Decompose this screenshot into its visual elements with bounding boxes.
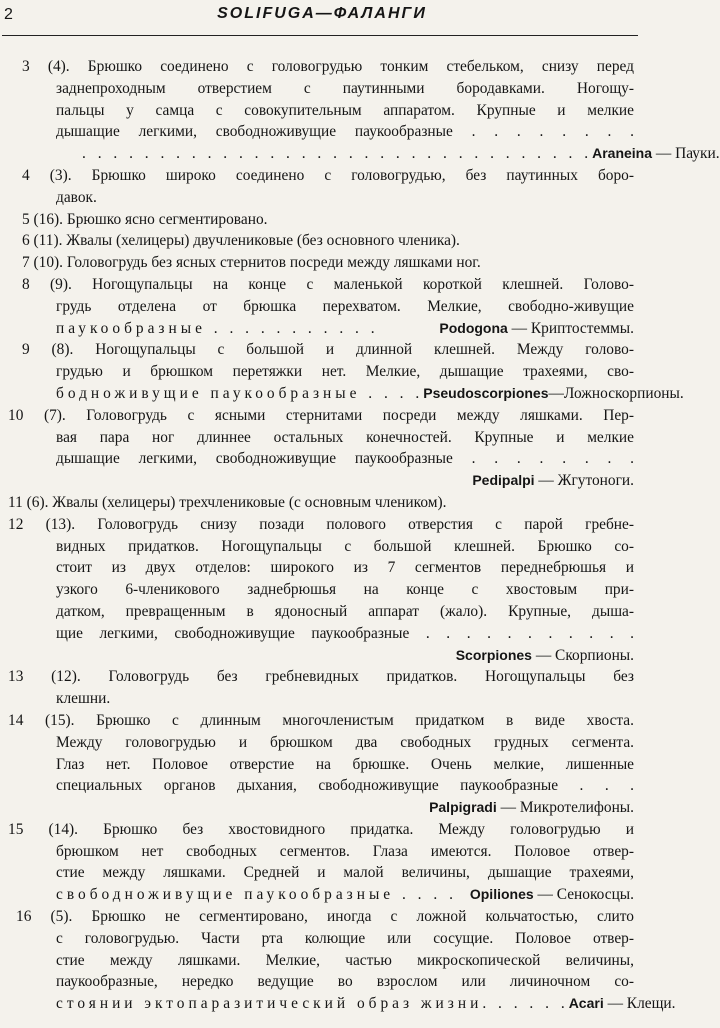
entry-line: пальцы у самца с совокупительным аппаратом. Крупные и мелкие [56, 101, 634, 119]
entry-line: 7 (10). Головогрудь без ясных стернитов посреди между ляшками ног. [22, 254, 481, 272]
entry-line: специальных органов дыхания, свободноживущие паукообразные . . . [56, 777, 634, 795]
taxon-name: Araneina [592, 145, 653, 162]
entry-text-with-dots: свободноживущие паукообразные . . . . [56, 886, 457, 904]
key-entry-7 [0, 252, 644, 274]
entry-text-with-dots: бодноживущие паукообразные . . . . [56, 384, 424, 402]
key-entry-12 [0, 514, 644, 667]
entry-result-line [8, 645, 634, 667]
entry-line: паукообразные, нередко ведущие во взрослом или личиночном со- [56, 973, 634, 991]
common-name: — Микротелифоны. [496, 799, 634, 817]
entry-result-line [8, 884, 634, 906]
common-name: — Скорпионы. [531, 646, 634, 664]
key-entry-14 [0, 710, 644, 819]
key-entry-4 [0, 165, 644, 209]
entry-line: 10 (7). Головогрудь с ясными стернитами посреди между ляшками. Пер- [8, 406, 634, 424]
entry-line: дышащие легкими, свободноживущие паукообразные . . . . . . . . [56, 450, 634, 468]
entry-text-with-dots: паукообразные . . . . . . . . . . . [56, 319, 379, 337]
key-entry-10 [0, 405, 644, 492]
entry-line: Между головогрудью и брюшком два свободных грудных сегмента. [56, 733, 634, 751]
entry-line: стие между ляшками. Мелкие, частью микроскопической величины, [56, 951, 634, 969]
taxon-name: Pseudoscorpiones [423, 384, 549, 401]
entry-result-line [22, 143, 720, 165]
key-entry-13 [0, 666, 644, 710]
common-name: —Ложноскорпионы. [548, 384, 684, 402]
entry-line: стие между ляшками. Средней и малой величины, дышащие трахеями, [56, 864, 634, 882]
key-entry-8 [0, 274, 644, 339]
key-entry-16 [0, 906, 676, 1015]
taxon-name: Podogona [439, 319, 508, 336]
taxon-name: Pedipalpi [472, 472, 535, 489]
entry-line: 3 (4). Брюшко соединено с головогрудью тонким стебельком, снизу перед [22, 58, 634, 75]
entry-line: 11 (6). Жвалы (хелицеры) трехчлениковые (с основным члеником). [8, 493, 447, 511]
entry-line: 15 (14). Брюшко без хвостовидного придатка. Между головогрудью и [8, 820, 634, 838]
taxon-name: Palpigradi [429, 799, 497, 816]
key-entry-9 [0, 339, 684, 404]
entry-line: дышащие легкими, свободноживущие паукообразные . . . . . . . . [56, 123, 634, 141]
entry-line: 16 (5). Брюшко не сегментировано, иногда с ложной кольчатостью, слито [16, 908, 634, 926]
entry-text-with-dots: стоянии эктопаразитический образ жизни. . . . . . [56, 995, 569, 1013]
entry-line: видных придатков. Ногощупальцы с большой клешней. Брюшко со- [56, 537, 634, 555]
entry-line: 13 (12). Головогрудь без гребневидных придатков. Ногощупальцы без [8, 668, 634, 686]
entry-result-line [16, 993, 676, 1015]
entry-line: грудь отделена от брюшка перехватом. Мелкие, свободно-живущие [56, 297, 634, 315]
page-header [0, 0, 644, 30]
header-rule [2, 35, 638, 36]
entry-line: заднепроходным отверстием с паутинными бородавками. Ногощу- [56, 79, 634, 97]
entry-line: грудью и брюшком перетяжки нет. Мелкие, дышащие трахеями, сво- [56, 363, 634, 381]
entry-line: давок. [56, 188, 97, 206]
entry-line: 5 (16). Брюшко ясно сегментировано. [22, 210, 268, 228]
entry-line: 9 (8). Ногощупальцы с большой и длинной клешней. Между голово- [22, 341, 634, 359]
entry-result-line [22, 383, 684, 405]
entry-line: вая пара ног длиннее остальных конечностей. Крупные и мелкие [56, 428, 634, 446]
common-name: — Жгутоноги. [534, 472, 634, 490]
entry-line: 8 (9). Ногощупальцы на конце с маленькой короткой клешней. Голово- [22, 275, 634, 293]
entry-line: брюшком нет свободных сегментов. Глаза имеются. Половое отвер- [56, 842, 634, 860]
entry-line: с головогрудью. Части рта колющие или сосущие. Половое отвер- [56, 929, 634, 947]
entry-line: клешни. [56, 690, 111, 708]
common-name: — Клещи. [603, 995, 676, 1013]
key-entry-3 [0, 56, 720, 165]
key-entry-11 [0, 492, 644, 514]
key-entry-6 [0, 230, 644, 252]
running-head: SOLIFUGA—ФАЛАНГИ [217, 5, 427, 22]
entry-result-line [22, 318, 634, 340]
entry-line: щие легкими, свободноживущие паукообразные . . . . . . . . . . . [56, 624, 634, 642]
key-entry-5 [0, 209, 644, 231]
taxon-name: Scorpiones [455, 646, 532, 663]
entry-result-line [8, 470, 634, 492]
entry-line: 12 (13). Головогрудь снизу позади полового отверстия с парой гребне- [8, 515, 634, 533]
entry-line: 14 (15). Брюшко с длинным многочленистым придатком в виде хвоста. [8, 711, 634, 729]
taxon-name: Opiliones [469, 886, 534, 903]
key-content [0, 56, 720, 1015]
common-name: — Сенокосцы. [533, 886, 634, 904]
taxon-name: Acari [568, 995, 604, 1012]
entry-line: 6 (11). Жвалы (хелицеры) двучлениковые (без основного членика). [22, 232, 460, 250]
entry-line: стоит из двух отделов: широкого из 7 сегментов переднебрюшья и [56, 559, 634, 577]
leader-dots: . . . . . . . . . . . . . . . . . . . . . . . . . . . . . . . . . [82, 145, 593, 163]
page-number: 2 [4, 6, 13, 23]
entry-line: 4 (3). Брюшко широко соединено с головогрудью, без паутинных боро- [22, 166, 634, 184]
common-name: — Криптостеммы. [507, 319, 634, 337]
common-name: — Пауки. [652, 145, 720, 163]
entry-line: узкого 6-членикового заднебрюшья на конце с хвостовым при- [56, 581, 634, 599]
entry-result-line [8, 797, 634, 819]
entry-line: датком, превращенным в ядоносный аппарат (жало). Крупные, дыша- [56, 602, 634, 620]
entry-line: Глаз нет. Половое отверстие на брюшке. Очень мелкие, лишенные [56, 755, 634, 773]
key-entry-15 [0, 819, 644, 906]
